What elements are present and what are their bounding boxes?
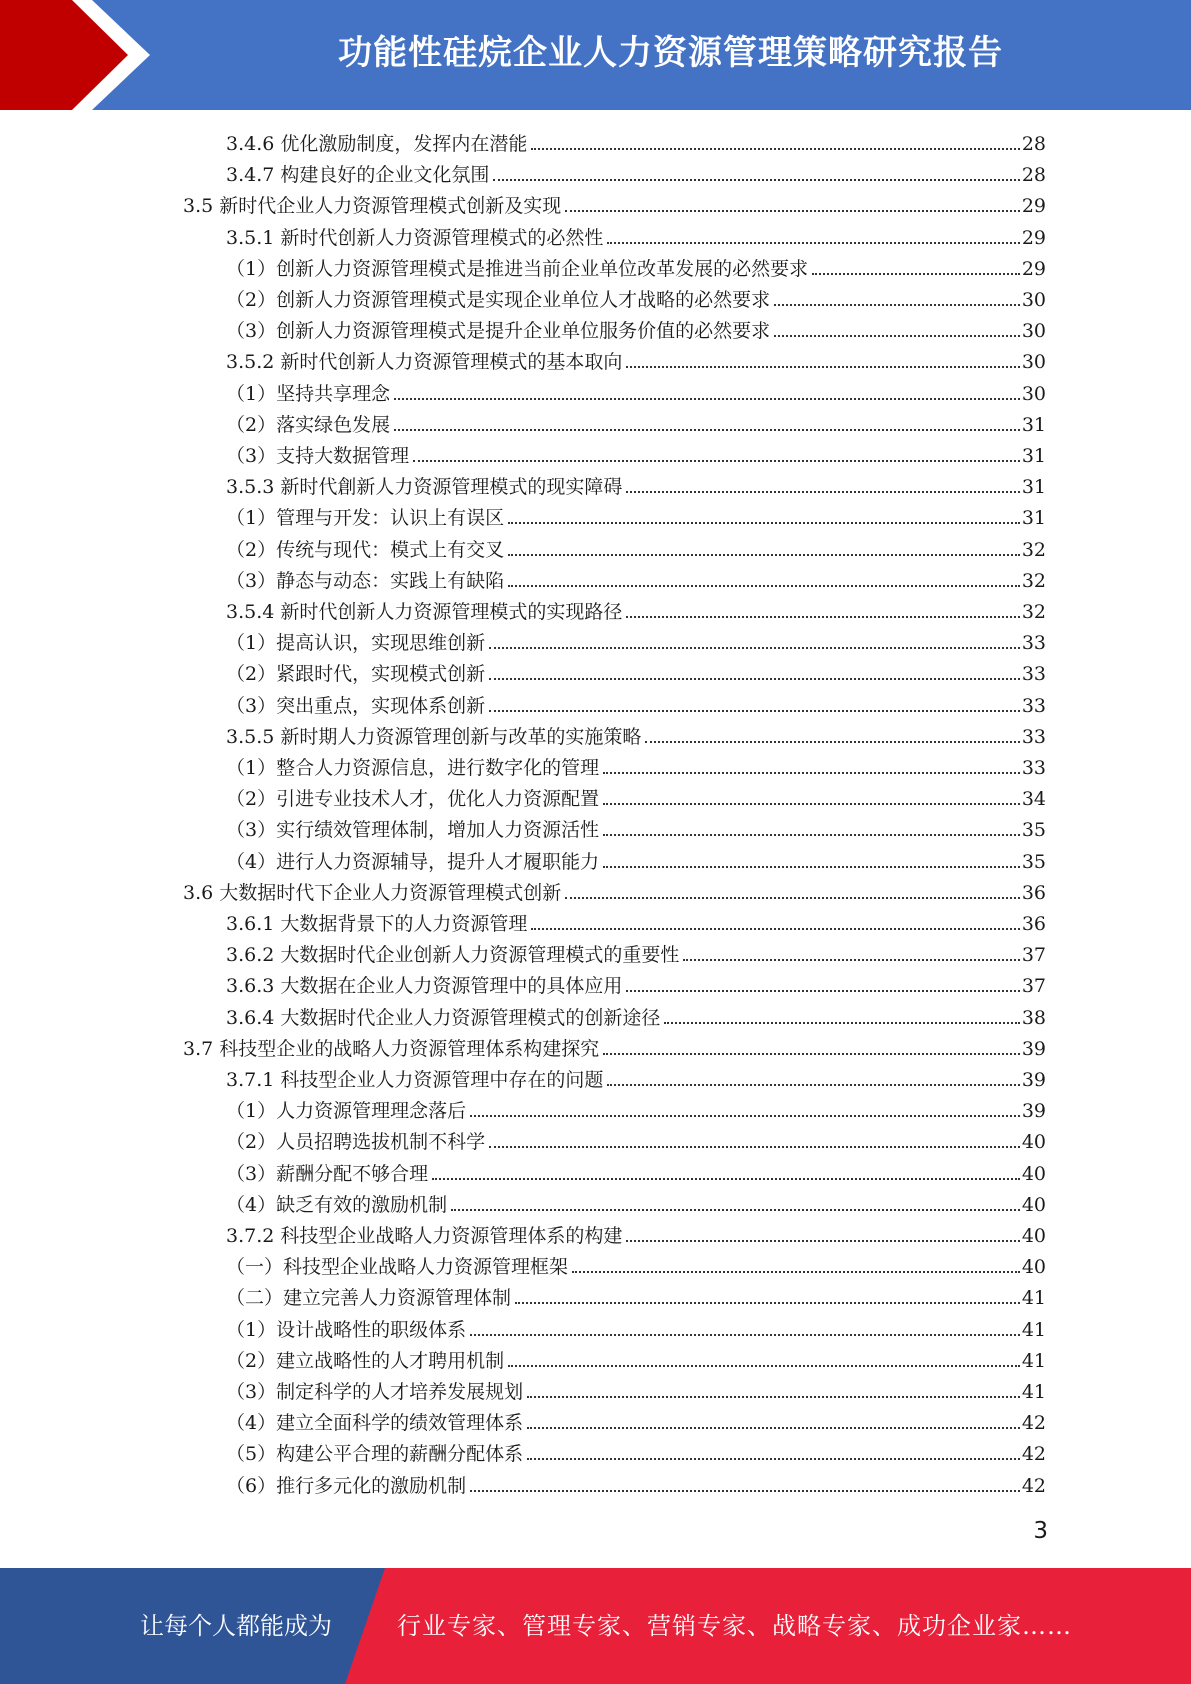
- toc-dot-leader: [470, 1334, 1020, 1336]
- toc-entry-title: （一）科技型企业战略人力资源管理框架: [226, 1256, 569, 1279]
- toc-entry[interactable]: [226, 1123, 1046, 1154]
- toc-entry-page: 42: [1021, 1443, 1046, 1466]
- toc-entry[interactable]: [226, 1248, 1046, 1279]
- toc-entry-title: （4）进行人力资源辅导，提升人才履职能力: [226, 850, 600, 873]
- toc-dot-leader: [531, 928, 1019, 930]
- toc-entry-page: 33: [1021, 694, 1046, 717]
- toc-entry-title: （3）制定科学的人才培养发展规划: [226, 1381, 524, 1403]
- toc-entry-title: 3.5.2 新时代创新人力资源管理模式的基本取向: [226, 351, 623, 374]
- toc-dot-leader: [645, 741, 1019, 743]
- toc-entry-title: （2）传统与现代：模式上有交叉: [226, 538, 505, 561]
- toc-entry-page: 29: [1021, 195, 1046, 218]
- toc-dot-leader: [489, 647, 1020, 649]
- toc-entry-page: 37: [1021, 975, 1046, 998]
- toc-entry[interactable]: [226, 343, 1046, 374]
- toc-entry-title: 3.7.1 科技型企业人力资源管理中存在的问题: [226, 1069, 604, 1091]
- toc-entry-page: 39: [1021, 1037, 1046, 1060]
- toc-dot-leader: [603, 803, 1020, 805]
- toc-entry-page: 30: [1021, 320, 1046, 343]
- toc-entry[interactable]: [226, 1155, 1046, 1186]
- toc-entry-page: 39: [1021, 1069, 1046, 1091]
- toc-entry[interactable]: [226, 1373, 1046, 1404]
- toc-entry-title: （3）支持大数据管理: [226, 445, 410, 467]
- toc-entry-title: （2）创新人力资源管理模式是实现企业单位人才战略的必然要求: [226, 289, 771, 311]
- toc-entry-title: （2）建立战略性的人才聘用机制: [226, 1349, 505, 1372]
- toc-entry-title: （1）管理与开发：认识上有误区: [226, 507, 505, 530]
- toc-entry-title: （1）坚持共享理念: [226, 382, 391, 405]
- toc-entry[interactable]: [226, 936, 1046, 967]
- toc-dot-leader: [774, 304, 1020, 306]
- toc-entry-page: 41: [1021, 1287, 1046, 1310]
- toc-entry-title: 3.5.1 新时代创新人力资源管理模式的必然性: [226, 226, 604, 249]
- toc-entry[interactable]: [226, 531, 1046, 562]
- toc-entry[interactable]: [226, 1467, 1046, 1498]
- toc-entry-page: 33: [1021, 632, 1046, 655]
- toc-entry-page: 41: [1021, 1349, 1046, 1372]
- toc-entry[interactable]: [226, 1311, 1046, 1342]
- toc-entry-title: （3）薪酬分配不够合理: [226, 1162, 429, 1185]
- toc-entry[interactable]: [226, 1061, 1046, 1092]
- toc-entry[interactable]: [226, 437, 1046, 468]
- toc-entry[interactable]: [226, 624, 1046, 655]
- toc-entry-page: 37: [1021, 944, 1046, 967]
- toc-entry-page: 29: [1021, 226, 1046, 249]
- toc-entry-page: 30: [1021, 351, 1046, 374]
- toc-dot-leader: [812, 273, 1020, 275]
- toc-entry-title: （3）静态与动态：实践上有缺陷: [226, 569, 505, 592]
- toc-dot-leader: [607, 242, 1019, 244]
- toc-entry-page: 40: [1021, 1131, 1046, 1154]
- toc-entry-page: 36: [1021, 881, 1046, 904]
- toc-entry-page: 31: [1021, 476, 1046, 499]
- toc-dot-leader: [489, 1146, 1020, 1148]
- toc-entry-page: 32: [1021, 569, 1046, 592]
- toc-entry[interactable]: [226, 1435, 1046, 1466]
- toc-entry-title: （3）创新人力资源管理模式是提升企业单位服务价值的必然要求: [226, 320, 771, 343]
- toc-entry-page: 34: [1021, 788, 1046, 811]
- toc-entry-page: 35: [1021, 850, 1046, 873]
- toc-entry[interactable]: [226, 1279, 1046, 1310]
- toc-entry-page: 41: [1021, 1318, 1046, 1341]
- toc-entry[interactable]: [226, 593, 1046, 624]
- toc-entry-title: 3.4.6 优化激励制度，发挥内在潜能: [226, 133, 528, 155]
- toc-entry-title: （5）构建公平合理的薪酬分配体系: [226, 1443, 524, 1466]
- toc-entry-page: 39: [1021, 1100, 1046, 1123]
- toc-entry-title: （二）建立完善人力资源管理体制: [226, 1287, 512, 1310]
- toc-entry[interactable]: [183, 874, 1046, 905]
- page-footer: [0, 1568, 1191, 1684]
- toc-entry-title: （3）实行绩效管理体制，增加人力资源活性: [226, 819, 600, 842]
- toc-entry-title: （1）整合人力资源信息，进行数字化的管理: [226, 757, 600, 779]
- toc-entry[interactable]: [226, 749, 1046, 780]
- toc-entry-page: 36: [1021, 913, 1046, 935]
- toc-dot-leader: [565, 210, 1020, 212]
- toc-dot-leader: [565, 897, 1020, 899]
- toc-dot-leader: [527, 1458, 1020, 1460]
- toc-entry-title: （1）设计战略性的职级体系: [226, 1318, 467, 1341]
- toc-entry-page: 40: [1021, 1256, 1046, 1279]
- toc-dot-leader: [508, 522, 1020, 524]
- toc-dot-leader: [603, 834, 1020, 836]
- toc-entry-page: 32: [1021, 601, 1046, 623]
- toc-dot-leader: [470, 1115, 1020, 1117]
- toc-entry[interactable]: [226, 156, 1046, 187]
- toc-entry[interactable]: [226, 1404, 1046, 1435]
- toc-entry-page: 33: [1021, 663, 1046, 686]
- toc-dot-leader: [451, 1209, 1020, 1211]
- toc-dot-leader: [527, 1396, 1020, 1398]
- toc-entry-page: 42: [1021, 1474, 1046, 1497]
- toc-dot-leader: [626, 990, 1019, 992]
- toc-entry[interactable]: [226, 687, 1046, 718]
- toc-entry[interactable]: [226, 718, 1046, 749]
- footer-slogan-right: 行业专家、管理专家、营销专家、战略专家、成功企业家……: [397, 1612, 1072, 1640]
- toc-entry[interactable]: [226, 905, 1046, 936]
- toc-entry-title: 3.6.1 大数据背景下的人力资源管理: [226, 913, 528, 935]
- toc-dot-leader: [527, 1427, 1020, 1429]
- toc-entry-title: 3.6 大数据时代下企业人力资源管理模式创新: [183, 881, 562, 904]
- toc-dot-leader: [515, 1302, 1020, 1304]
- toc-dot-leader: [508, 1365, 1020, 1367]
- toc-entry-title: （2）紧跟时代，实现模式创新: [226, 663, 486, 686]
- toc-dot-leader: [626, 491, 1019, 493]
- toc-entry-page: 32: [1021, 538, 1046, 561]
- toc-dot-leader: [531, 148, 1019, 150]
- footer-slogan-left: 让每个人都能成为: [140, 1612, 332, 1640]
- toc-entry-page: 42: [1021, 1412, 1046, 1435]
- toc-dot-leader: [626, 366, 1019, 368]
- toc-entry-title: 3.7.2 科技型企业战略人力资源管理体系的构建: [226, 1225, 623, 1247]
- toc-entry[interactable]: [226, 780, 1046, 811]
- toc-entry-title: 3.6.3 大数据在企业人力资源管理中的具体应用: [226, 975, 623, 998]
- toc-entry[interactable]: [226, 999, 1046, 1030]
- toc-entry-page: 40: [1021, 1162, 1046, 1185]
- toc-entry-page: 30: [1021, 289, 1046, 311]
- toc-entry-title: （4）缺乏有效的激励机制: [226, 1193, 448, 1216]
- toc-dot-leader: [508, 585, 1020, 587]
- toc-entry-title: （1）提高认识，实现思维创新: [226, 632, 486, 655]
- toc-entry[interactable]: [226, 219, 1046, 250]
- toc-dot-leader: [607, 1084, 1019, 1086]
- toc-dot-leader: [413, 460, 1020, 462]
- toc-entry[interactable]: [226, 1217, 1046, 1248]
- toc-entry[interactable]: [226, 843, 1046, 874]
- toc-entry-title: （2）落实绿色发展: [226, 413, 391, 436]
- toc-dot-leader: [626, 1240, 1019, 1242]
- toc-entry[interactable]: [226, 967, 1046, 998]
- toc-entry-page: 35: [1021, 819, 1046, 842]
- toc-entry-page: 33: [1021, 725, 1046, 748]
- toc-entry[interactable]: [226, 312, 1046, 343]
- toc-entry-title: （6）推行多元化的激励机制: [226, 1474, 467, 1497]
- toc-entry-page: 30: [1021, 382, 1046, 405]
- toc-entry-title: 3.5.5 新时期人力资源管理创新与改革的实施策略: [226, 725, 642, 748]
- toc-entry-title: 3.6.2 大数据时代企业创新人力资源管理模式的重要性: [226, 944, 680, 967]
- toc-entry[interactable]: [226, 1092, 1046, 1123]
- toc-entry[interactable]: [226, 562, 1046, 593]
- toc-dot-leader: [432, 1178, 1020, 1180]
- toc-dot-leader: [394, 398, 1020, 400]
- toc-entry-page: 41: [1021, 1381, 1046, 1403]
- toc-dot-leader: [489, 678, 1020, 680]
- toc-entry[interactable]: [226, 811, 1046, 842]
- toc-dot-leader: [603, 866, 1020, 868]
- toc-entry[interactable]: [226, 125, 1046, 156]
- toc-entry-page: 28: [1021, 164, 1046, 187]
- toc-dot-leader: [572, 1271, 1020, 1273]
- toc-entry-title: 3.7 科技型企业的战略人力资源管理体系构建探究: [183, 1037, 600, 1060]
- toc-entry-title: 3.4.7 构建良好的企业文化氛围: [226, 164, 490, 187]
- toc-entry-title: 3.5.4 新时代创新人力资源管理模式的实现路径: [226, 601, 623, 623]
- toc-entry-page: 31: [1021, 413, 1046, 436]
- toc-entry-page: 40: [1021, 1225, 1046, 1247]
- toc-entry[interactable]: [226, 250, 1046, 281]
- page-header: [0, 0, 1191, 110]
- toc-entry-title: 3.5 新时代企业人力资源管理模式创新及实现: [183, 195, 562, 218]
- toc-entry[interactable]: [226, 655, 1046, 686]
- toc-entry[interactable]: [226, 375, 1046, 406]
- toc-entry[interactable]: [183, 1030, 1046, 1061]
- toc-entry-page: 38: [1021, 1006, 1046, 1029]
- toc-entry-page: 31: [1021, 445, 1046, 467]
- toc-dot-leader: [508, 554, 1020, 556]
- toc-dot-leader: [493, 179, 1019, 181]
- toc-entry-page: 29: [1021, 257, 1046, 280]
- toc-entry[interactable]: [226, 499, 1046, 530]
- toc-dot-leader: [603, 1053, 1020, 1055]
- toc-entry-page: 33: [1021, 757, 1046, 779]
- toc-dot-leader: [394, 429, 1020, 431]
- toc-entry-page: 40: [1021, 1193, 1046, 1216]
- toc-entry-title: （3）突出重点，实现体系创新: [226, 694, 486, 717]
- toc-entry-title: 3.5.3 新时代創新人力资源管理模式的现实障碍: [226, 476, 623, 499]
- toc-dot-leader: [774, 335, 1020, 337]
- toc-entry[interactable]: [226, 1342, 1046, 1373]
- toc-dot-leader: [470, 1490, 1020, 1492]
- toc-entry[interactable]: [226, 1186, 1046, 1217]
- toc-entry[interactable]: [183, 187, 1046, 218]
- toc-entry-title: （1）创新人力资源管理模式是推进当前企业单位改革发展的必然要求: [226, 257, 809, 280]
- toc-dot-leader: [489, 710, 1020, 712]
- toc-dot-leader: [664, 1022, 1019, 1024]
- toc-entry-title: （2）引进专业技术人才，优化人力资源配置: [226, 788, 600, 811]
- page-number: 3: [1033, 1518, 1048, 1544]
- toc-entry-title: （2）人员招聘选拔机制不科学: [226, 1131, 486, 1154]
- toc-entry-title: （1）人力资源管理理念落后: [226, 1100, 467, 1123]
- toc-entry-page: 28: [1021, 133, 1046, 155]
- toc-dot-leader: [683, 959, 1019, 961]
- toc-dot-leader: [603, 772, 1020, 774]
- toc-entry-title: 3.6.4 大数据时代企业人力资源管理模式的创新途径: [226, 1006, 661, 1029]
- report-title: 功能性硅烷企业人力资源管理策略研究报告: [338, 33, 1003, 73]
- toc-entry[interactable]: [226, 406, 1046, 437]
- toc-entry[interactable]: [226, 281, 1046, 312]
- toc-entry[interactable]: [226, 468, 1046, 499]
- toc-entry-page: 31: [1021, 507, 1046, 530]
- toc-entry-title: （4）建立全面科学的绩效管理体系: [226, 1412, 524, 1435]
- toc-dot-leader: [626, 616, 1019, 618]
